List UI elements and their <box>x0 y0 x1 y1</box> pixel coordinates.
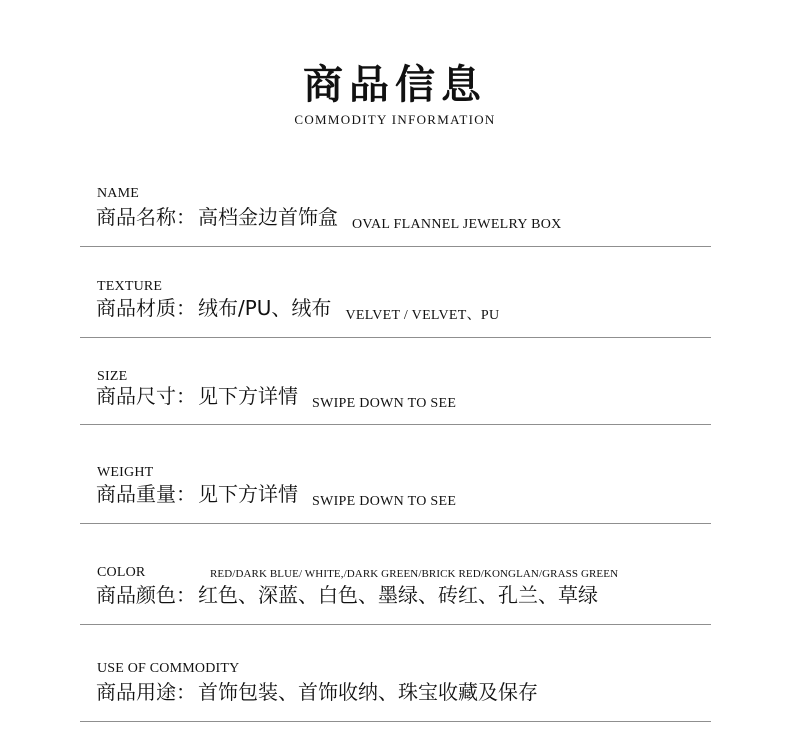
row-value-line <box>96 296 500 323</box>
page-subtitle: COMMODITY INFORMATION <box>294 112 496 127</box>
row-value-line <box>96 384 457 411</box>
row-value-cn: 见下方详情 <box>198 482 298 506</box>
row-label-en: TEXTURE <box>97 279 163 294</box>
row-value-cn: 见下方详情 <box>198 384 298 408</box>
info-row-texture <box>80 247 711 338</box>
info-row-name <box>80 178 711 247</box>
row-value-line <box>96 680 538 704</box>
page-header <box>0 60 790 128</box>
row-key: 商品尺寸： <box>96 384 196 408</box>
row-value-en: SWIPE DOWN TO SEE <box>312 396 457 411</box>
row-value-en: OVAL FLANNEL JEWELRY BOX <box>352 217 562 232</box>
row-key: 商品材质： <box>96 296 196 320</box>
row-key: 商品重量： <box>96 482 196 506</box>
info-row-size <box>80 338 711 425</box>
row-value-en: RED/DARK BLUE/ WHITE,/DARK GREEN/BRICK RED/KONGLAN/GRASS GREEN <box>210 568 619 580</box>
row-value-cn: 红色、深蓝、白色、墨绿、砖红、孔兰、草绿 <box>198 583 598 607</box>
row-value-en: SWIPE DOWN TO SEE <box>312 494 457 509</box>
row-key: 商品用途： <box>96 680 196 704</box>
info-row-weight <box>80 425 711 524</box>
page-title: 商品信息 <box>303 62 487 108</box>
row-value-en: VELVET / VELVET、PU <box>345 308 500 323</box>
row-value-line <box>96 583 598 607</box>
row-label-en: NAME <box>97 186 140 201</box>
row-key: 商品名称： <box>96 205 196 229</box>
row-value-line <box>96 482 457 509</box>
row-value-line <box>96 205 562 232</box>
row-label-en: COLOR <box>97 565 146 580</box>
info-row-color <box>80 524 711 625</box>
row-value-cn: 绒布/PU、绒布 <box>198 296 332 320</box>
row-key: 商品颜色： <box>96 583 196 607</box>
row-label-en: SIZE <box>97 369 128 384</box>
info-row-use <box>80 625 711 722</box>
row-label-en: USE OF COMMODITY <box>97 661 240 676</box>
row-label-en: WEIGHT <box>97 465 154 480</box>
row-value-cn: 高档金边首饰盒 <box>198 205 338 229</box>
row-value-cn: 首饰包装、首饰收纳、珠宝收藏及保存 <box>198 680 538 704</box>
